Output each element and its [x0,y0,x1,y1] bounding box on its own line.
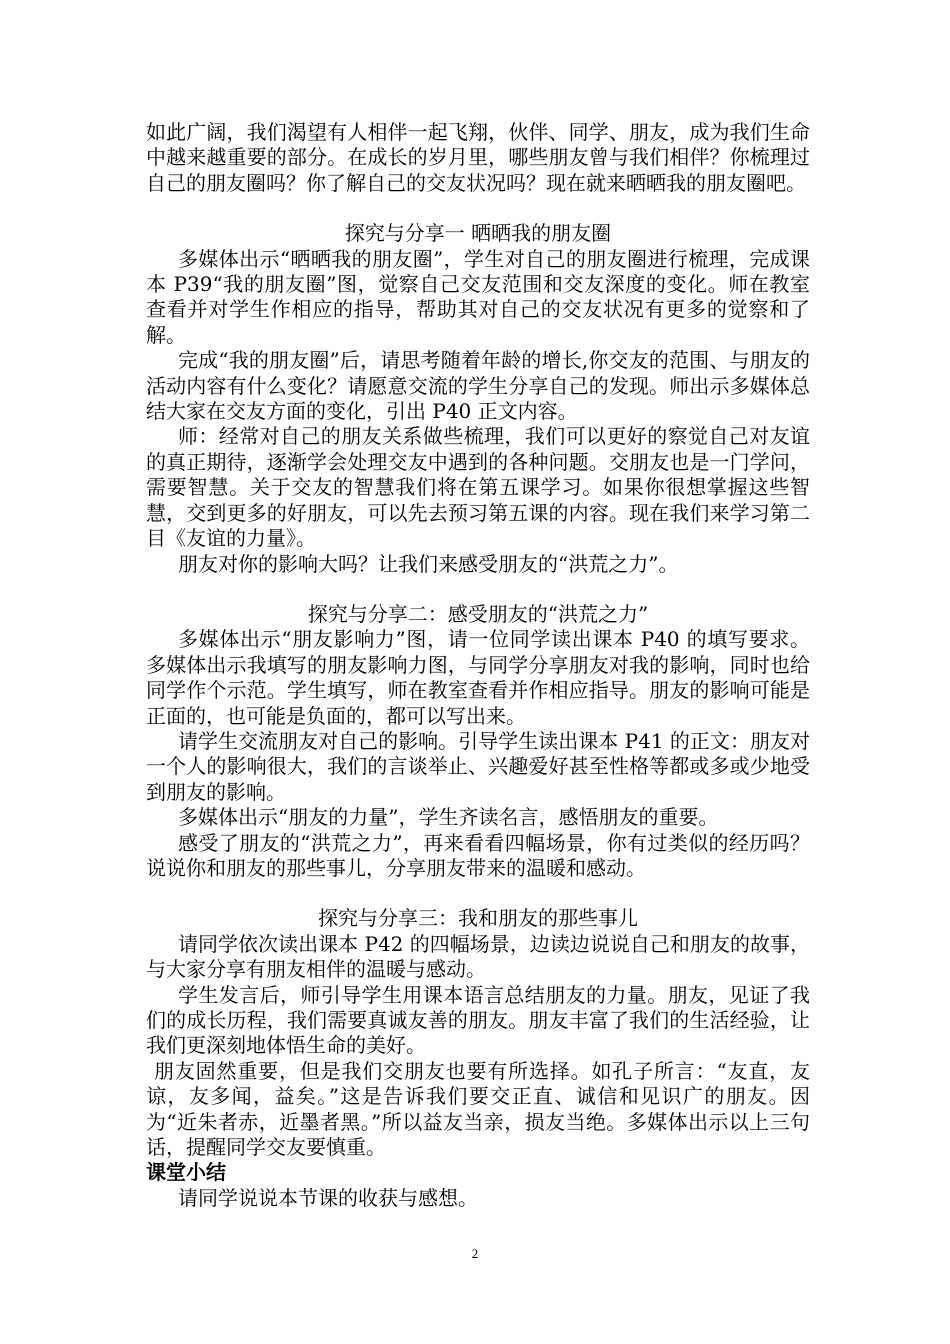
paragraph: 学生发言后，师引导学生用课本语言总结朋友的力量。朋友，见证了我们的成长历程，我们需要真诚友善的朋友。朋友丰富了我们的生活经验，让我们更深刻地体悟生命的美好。 [146,982,810,1058]
paragraph: 请同学依次读出课本 P42 的四幅场景，边读边说说自己和朋友的故事，与大家分享有朋友相伴的温暖与感动。 [146,931,810,982]
paragraph: 朋友固然重要，但是我们交朋友也要有所选择。如孔子所言：“友直，友谅，友多闻，益矣。”这是告诉我们要交正直、诚信和见识广的朋友。因为“近朱者赤，近墨者黑。”所以益友当亲，损友当绝。多媒体出示以上三句话，提醒同学交友要慎重。 [146,1058,810,1160]
paragraph: 多媒体出示“晒晒我的朋友圈”，学生对自己的朋友圈进行梳理，完成课本 P39“我的朋友圈”图，觉察自己交友范围和交友深度的变化。师在教室查看并对学生作相应的指导，帮助其对自己的交友状况有更多的觉察和了解。 [146,246,810,347]
paragraph: 多媒体出示“朋友的力量”，学生齐读名言，感悟朋友的重要。 [178,805,719,830]
paragraph: 多媒体出示“朋友影响力”图，请一位同学读出课本 P40 的填写要求。多媒体出示我填写的朋友影响力图，与同学分享朋友对我的影响，同时也给同学作个示范。学生填写，师在教室查看并作相应指导。朋友的影响可能是正面的，也可能是负面的，都可以写出来。 [146,627,810,728]
page-number: 2 [471,1246,479,1261]
paragraph: 感受了朋友的“洪荒之力”，再来看看四幅场景，你有过类似的经历吗？说说你和朋友的那些事儿，分享朋友带来的温暖和感动。 [146,830,810,880]
section-heading-3: 探究与分享三：我和朋友的那些事儿 [318,906,638,931]
paragraph: 完成“我的朋友圈”后，请思考随着年龄的增长,你交友的范围、与朋友的活动内容有什么变化？请愿意交流的学生分享自己的发现。师出示多媒体总结大家在交友方面的变化，引出 P40 正文内容。 [146,348,810,424]
paragraph: 请同学说说本节课的收获与感想。 [178,1185,478,1210]
paragraph: 师：经常对自己的朋友关系做些梳理，我们可以更好的察觉自己对友谊的真正期待，逐渐学会处理交友中遇到的各种问题。交朋友也是一门学问，需要智慧。关于交友的智慧我们将在第五课学习。如果你很想掌握这些智慧，交到更多的好朋友，可以先去预习第五课的内容。现在我们来学习第二目《友谊的力量》。 [146,424,810,551]
section-heading-2: 探究与分享二：感受朋友的“洪荒之力” [307,601,649,626]
document-body [146,120,810,1211]
section-heading-1: 探究与分享一 晒晒我的朋友圈 [344,221,612,246]
summary-heading: 课堂小结 [146,1160,226,1185]
paragraph-intro: 如此广阔，我们渴望有人相伴一起飞翔，伙伴、同学、朋友，成为我们生命中越来越重要的部分。在成长的岁月里，哪些朋友曾与我们相伴？你梳理过自己的朋友圈吗？你了解自己的交友状况吗？现在就来晒晒我的朋友圈吧。 [146,120,810,195]
paragraph: 请学生交流朋友对自己的影响。引导学生读出课本 P41 的正文：朋友对一个人的影响很大，我们的言谈举止、兴趣爱好甚至性格等都或多或少地受到朋友的影响。 [146,728,810,804]
paragraph: 朋友对你的影响大吗？让我们来感受朋友的“洪荒之力”。 [178,551,679,576]
